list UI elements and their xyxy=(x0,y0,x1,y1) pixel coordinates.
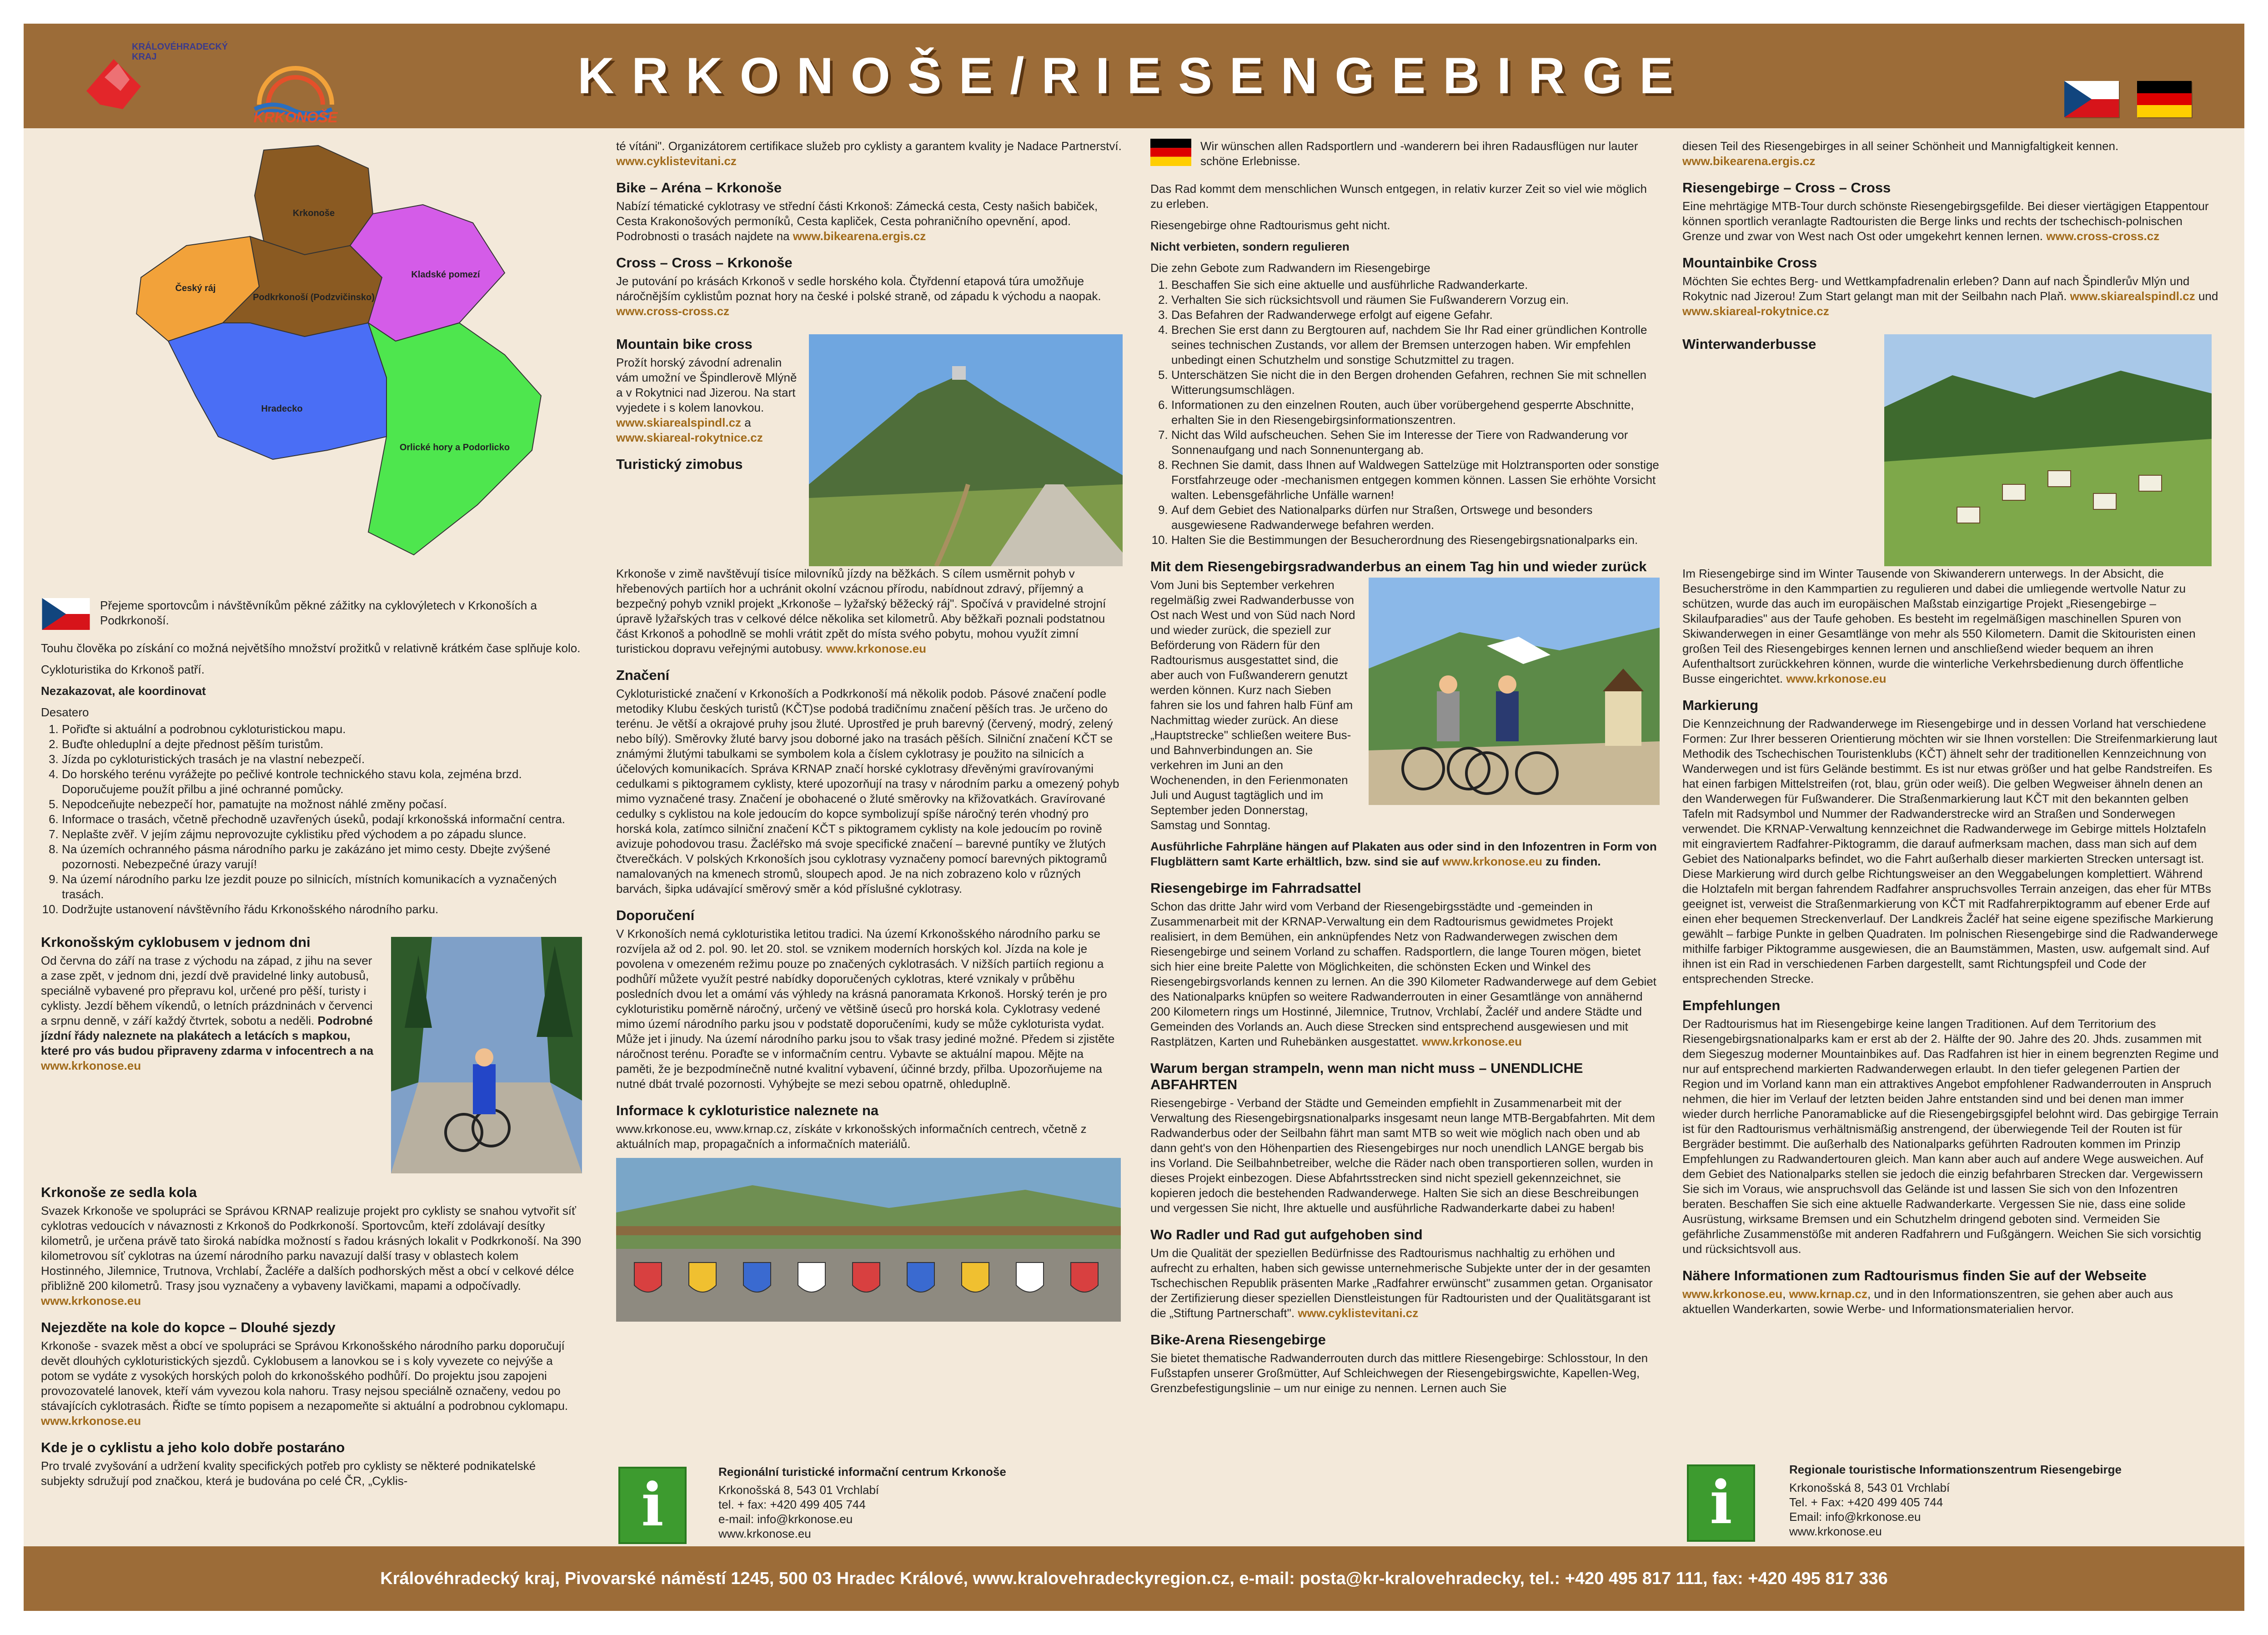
section-heading: Krkonoše ze sedla kola xyxy=(41,1184,197,1200)
section-heading: Winterwanderbusse xyxy=(1682,336,1816,352)
link[interactable]: www.bikearena.ergis.cz xyxy=(793,229,926,243)
link[interactable]: www.cyklistevitani.cz xyxy=(1298,1306,1419,1320)
list-item: 4. Brechen Sie erst dann zu Bergtouren auf, nachdem Sie Ihr Rad einer gründlichen Kontrolle seines technischen Zustands, vor allem der Bremsen unterzogen haben. Wir empfehlen unbedingt einen Schutzhelm und sonstige Schutzmittel zu tragen. xyxy=(1171,322,1660,367)
paragraph-bold: Nicht verbieten, sondern regulieren xyxy=(1150,240,1350,253)
list-item: 10. Dodržujte ustanovení návštěvního řádu Krkonošského národního parku. xyxy=(62,902,582,917)
list-item: 3. Jízda po cykloturistických trasách je na vlastní nebezpečí. xyxy=(62,752,582,767)
link[interactable]: www.cyklistevitani.cz xyxy=(616,154,737,168)
list-item: 2. Buďte ohleduplní a dejte přednost pěším turistům. xyxy=(62,737,582,752)
paragraph: Cykloturistické značení v Krkonoších a Podkrkonoší má několik podob. Pásové značení podle metodiky Klubu českých turistů (KČT)se podobá tradičnímu značení pěších tras. Je určeno do terénu. Je větší a okrajové pruhy jsou žluté. Uprostřed je pruh barevný (červený, modrý, zelený nebo bílý). Směrovky žluté barvy jsou doborné jako na trasách pěších. Silniční značení KČT se známými žlutými tabulkami se symbolem kola a číslem cyklotrasy je použito na silnicích a účelových komunikacích. Správa KRNAP značí horské cyklotrasy dřevěnými gravírovanými cedulkami s piktogramem cyklisty, které upozorňují na trasy v národním parku a omezený pohyb mimo vyznačené trasy. Značení je obohacené o žluté směrovky na křižovatkách. Gravírované cedulky s cyklistou na kole jedoucím do kopce symbolizují spíše náročný terén vhodný pro horská kola, zatímco silniční značení KČT s piktogramem cyklisty na kole jedoucím po rovině avizuje pohodovou trasu. Žacléřsko má svoje specifické značení – barevné puntíky ve žlutých čtverečkách. V polských Krkonoších jsou cyklotrasy vyznačeny pomocí barevných piktogramů namalovaných na kmenech stromů, sloupech apod. Je na nich zobrazeno kolo v různých barvách, šipka udávající směrový směr a kód příslušné cyklotrasy. xyxy=(616,687,1119,895)
list-item: 1. Pořiďte si aktuální a podrobnou cykloturistickou mapu. xyxy=(62,722,582,737)
paragraph: Schon das dritte Jahr wird vom Verband der Riesengebirgsstädte und -gemeinden in Zusammenarbeit mit der KRNAP-Verwaltung ein dem Radtourismus gewidmetes Projekt realisiert, in dem Bemühen, ein anknüpfendes Netz von Radwanderwegen zwischen dem Riesengebirge und seinem Vorland zu schaffen. Radsportlern, die lange Touren mögen, bietet sich hier eine breite Palette von Möglichkeiten, die schönsten Ecken und Winkel des Riesengebirgsvorlands kennen zu lernen. An die 390 Kilometer Radwanderwege auf dem Gebiet des Nationalparks knüpfen so weitere Radwanderrouten in einer Gesamtlänge von annähernd 200 Kilometern rings um Hostinné, Jilemnice, Trutnov, Vrchlabí, Žacléř und andere Städte und Gemeinden des Vorlands an. Auch diese Strecken sind entsprechend ausgewiesen und mit Rastplätzen, Karten und Ruhebänken ausgestattet. www.krkonose.eu xyxy=(1150,900,1656,1048)
paragraph: Prožít horský závodní adrenalin vám umožní ve Špindlerově Mlýně a v Rokytnici nad Jizerou. Na start vyjedete i s kolem lanovkou. www.skiarealspindl.cz a www.skiareal-rokytnice.cz xyxy=(616,356,797,444)
krkonose-logo-label: KRKONOŠE xyxy=(253,109,338,126)
map-label: Krkonoše xyxy=(292,208,335,218)
map-label: Orlické hory a Podorlicko xyxy=(399,443,510,453)
paragraph: Sie bietet thematische Radwanderrouten durch das mittlere Riesengebirge: Schlosstour, In den Fußstapfen unserer Großmütter, Auf Schleichwegen der Riesengebirgswichte, Kapellen-Weg, Grenzbefestigungslinie – um nur einige zu nennen. Lernen auch Sie xyxy=(1150,1351,1648,1395)
link[interactable]: www.krkonose.eu xyxy=(41,1059,141,1072)
czech-flag-icon xyxy=(2064,81,2119,117)
paragraph: Je putování po krásách Krkonoš v sedle horského kola. Čtyřdenní etapová túra umožňuje náročnějším cyklistům poznat hory na české i polské straně, od západu k východu a naopak. www.cross-cross.cz xyxy=(616,274,1101,318)
info-icon: i xyxy=(618,1467,687,1544)
section-heading: Mountainbike Cross xyxy=(1682,255,1817,271)
list-item: 9. Na území národního parku lze jezdit pouze po silnicích, místních komunikacích a vyznačených trasách. xyxy=(62,872,582,902)
paragraph-bold: Nezakazovat, ale koordinovat xyxy=(41,684,206,698)
map-label: Český ráj xyxy=(175,283,216,293)
list-item: 6. Informationen zu den einzelnen Routen, auch über vorübergehend gesperrte Abschnitte, erhalten Sie in den Riesengebirgsinformationszentren. xyxy=(1171,397,1660,428)
section-heading: Kde je o cyklistu a jeho kolo dobře postaráno xyxy=(41,1439,345,1455)
paragraph: Svazek Krkonoše ve spolupráci se Správou KRNAP realizuje projekt pro cyklisty se snahou vytvořit síť cyklotras vedoucích v návaznosti z Krkonoš do Podkrkonoší. Sportovcům, kteří zdolávají desítky kilometrů, je určena právě tato široká nabídka možností s řadou krásných lokalit v Podkrkonoší. Na 390 kilometrovou síť cyklotras na území národního parku navazují další trasy v oblastech kolem Hostinného, Jilemnice, Trutnova, Vrchlabí, Žacléře a dalších podhorských měst a obcí v celkové délce přibližně 200 kilometrů. Trasy jsou vyznačeny a vybaveny lavičkami, mapami a odpočívadly. www.krkonose.eu xyxy=(41,1204,581,1308)
section-heading: Krkonošským cyklobusem v jednom dni xyxy=(41,934,311,950)
list-item: 5. Nepodceňujte nebezpečí hor, pamatujte na možnost náhlé změny počasí. xyxy=(62,797,582,812)
section-heading: Mit dem Riesengebirgsradwanderbus an einem Tag hin und wieder zurück xyxy=(1150,558,1647,574)
section-heading: Warum bergan strampeln, wenn man nicht muss – UNENDLICHE ABFAHRTEN xyxy=(1150,1060,1583,1092)
paragraph: Im Riesengebirge sind im Winter Tausende von Skiwanderern unterwegs. In der Absicht, die Besucherströme in den Kammpartien zu regulieren und dabei die umliegende wertvolle Natur zu schützen, wurde das auch im europäischen Maßstab einzigartige Projekt „Riesengebirge – Skilaufparadies" aus der Taufe gehoben. Es besteht im regelmäßigen maschinellen Spuren von Skiwanderwegen in einer Gesamtlänge von mehr als 550 Kilometern. Damit die Skitouristen einen großen Teil des Riesengebirges kennen lernen und anschließend wieder bequem an ihren Aufenthaltsort zurückkehren können, wurde die winterliche Verkehrsbedienung durch öffentliche Busse eingerichtet. www.krkonose.eu xyxy=(1682,567,2196,685)
footer-banner xyxy=(24,1546,2244,1611)
paragraph: www.krkonose.eu, www.krnap.cz, und in den Informationszentren, sie gehen aber auch aus aktuellen Wanderkarten, sowie Werbe- und Informationsmaterialien hervor. xyxy=(1682,1287,2173,1316)
paragraph: Vom Juni bis September verkehren regelmäßig zwei Radwanderbusse von Ost nach West und von Süd nach Nord und wieder zurück, die speziell zur Beförderung von Rädern für den Radtourismus ausgestattet sind, die aber auch von Fußwanderern genutzt werden können. Kurz nach Sieben fahren sie los und fahren halb Fünf am Nachmittag wieder zurück. An diese „Hauptstrecke" schließen weitere Bus- und Bahnverbindungen an. Sie verkehren im Juni an den Wochenenden, in den Ferienmonaten Juli und August tagtäglich und im September jeden Donnerstag, Samstag und Sonntag. xyxy=(1150,578,1355,832)
intro-de: Wir wünschen allen Radsportlern und -wanderern bei ihren Radausflügen nur lauter schöne Erlebnisse. xyxy=(1200,139,1638,168)
paragraph: www.krkonose.eu, www.krnap.cz, získáte v krkonošských informačních centrech, včetně z aktuálních map, propagačních a informačních materiálů. xyxy=(616,1122,1087,1151)
paragraph: Ausführliche Fahrpläne hängen auf Plakaten aus oder sind in den Infozentren in Form von Flugblättern samt Karte erhältlich, bzw. sind sie auf www.krkonose.eu zu finden. xyxy=(1150,840,1657,868)
gebote-title: Die zehn Gebote zum Radwandern im Riesengebirge xyxy=(1150,261,1430,275)
section-heading: Doporučení xyxy=(616,907,695,923)
paragraph: Die Kennzeichnung der Radwanderwege im Riesengebirge und in dessen Vorland hat verschiedene Formen: Zur Ihrer besseren Orientierung möchten wir sie Ihnen vorstellen: Die Streifenmarkierung laut Methodik des Tschechischen Touristenklubs (KČT) ähnelt sehr der traditionellen Kennzeichnung von Wanderwegen und ist fürs Gelände bestimmt. Es ist nur etwas größer und hat gelbe Randstreifen. Es hat einen farbigen Mittelstreifen (rot, blau, grün oder weiß). Die gelben Wegweiser ähneln denen an den Wanderwegen für Fußwanderer. Die Straßenmarkierung laut KČT mit den bekannten gelben Tafeln mit Radsymbol und Nummer der Radwanderstrecke wird an Straßen und Sonderwegen verwendet. Die KRNAP-Verwaltung kennzeichnet die Radwanderwege im Gebirge mittels Holztafeln mit eingraviertem Radfahrer-Piktogramm, die darauf aufmerksam machen, dass man sich auf dem Gebiet des Nationalparks befindet, wo die Fahrt außerhalb dieser markierten Strecken untersagt ist. Diese Markierung wird durch gelbe Richtungsweiser an den Weggabelungen komplettiert. Während die Holztafeln mit bergan fahrendem Radfahrer anspruchsvolles Terrain anzeigen, das eher für MTBs geeignet ist, verweist die Straßenmarkierung von KČT mit Radfahrerpiktogramm auf ebener Erde auf einen eher bequemen Streckenverlauf. Der Landkreis Žacléř hat seine eigene spezifische Markierung gewählt – farbige Punkte in gelben Quadraten. Im polnischen Riesengebirge sind die Radwanderwege mithilfe farbiger Piktogramme ausgewiesen, die an Baumstämmen, Masten, usw. aufgemalt sind. Auf ihnen ist ein Rad in verschiedenen Farben dargestellt, samt Richtungspfeil und Code der entsprechenden Strecke. xyxy=(1682,717,2218,986)
info-center-address: Krkonošská 8, 543 01 Vrchlabí xyxy=(1789,1481,1950,1494)
info-center-email[interactable]: Email: info@krkonose.eu xyxy=(1789,1510,1921,1524)
paragraph: Nabízí tématické cyklotrasy ve střední části Krkonoš: Zámecká cesta, Cesty našich babiček, Cesta Krakonošových permoníků, Cesta kapliček, Cesta pohraničního opevnění, apod. Podrobnosti o trasách najdete na www.bikearena.ergis.cz xyxy=(616,199,1098,243)
german-flag-icon xyxy=(2137,81,2192,117)
info-center-title: Regionale touristische Informationszentrum Riesengebirge xyxy=(1789,1463,2122,1476)
list-item: 4. Do horského terénu vyrážejte po pečlivé kontrole technického stavu kola, zejména brzd. Doporučujeme použít přilbu a jiné ochranné pomůcky. xyxy=(62,767,582,797)
info-center-title: Regionální turistické informační centrum Krkonoše xyxy=(718,1465,1006,1479)
link[interactable]: www.skiareal-rokytnice.cz xyxy=(616,431,763,444)
column-czech-2 xyxy=(616,139,1125,1325)
paragraph: Riesengebirge ohne Radtourismus geht nicht. xyxy=(1150,218,1390,232)
link[interactable]: www.skiareal-rokytnice.cz xyxy=(1682,304,1829,318)
link[interactable]: www.krkonose.eu xyxy=(1682,1287,1783,1301)
column-czech-1 xyxy=(41,598,582,1495)
info-center-web[interactable]: www.krkonose.eu xyxy=(1789,1524,1882,1538)
region-logo-label: KRÁLOVÉHRADECKÝ KRAJ xyxy=(132,42,228,62)
list-item: 7. Nicht das Wild aufscheuchen. Sehen Sie im Interesse der Tiere von Radwanderung vor Sonnenaufgang und nach Sonnenuntergang ab. xyxy=(1171,428,1660,458)
list-item: 7. Neplašte zvěř. V jejím zájmu neprovozujte cyklistiku před východem a po západu slunce. xyxy=(62,827,582,842)
list-item: 9. Auf dem Gebiet des Nationalparks dürfen nur Straßen, Ortswege und besonders ausgewiesene Radwanderwege befahren werden. xyxy=(1171,503,1660,533)
link[interactable]: www.bikearena.ergis.cz xyxy=(1682,154,1816,168)
map-label: Hradecko xyxy=(261,404,303,414)
section-heading: Nejezděte na kole do kopce – Dlouhé sjezdy xyxy=(41,1319,336,1335)
section-heading: Mountain bike cross xyxy=(616,336,753,352)
info-center-email[interactable]: e-mail: info@krkonose.eu xyxy=(718,1512,853,1526)
photo-mountain-valley xyxy=(1884,334,2212,566)
link[interactable]: www.skiarealspindl.cz xyxy=(2070,289,2195,303)
list-item: 5. Unterschätzen Sie nicht die in den Bergen drohenden Gefahren, rechnen Sie mit schnellen Witterungsumschlägen. xyxy=(1171,367,1660,397)
link[interactable]: www.skiarealspindl.cz xyxy=(616,416,742,429)
map-label: Kladské pomezí xyxy=(411,270,480,280)
link[interactable]: www.cross-cross.cz xyxy=(2046,229,2160,243)
info-icon: i xyxy=(1687,1464,1755,1542)
paragraph: Möchten Sie echtes Berg- und Wettkampfadrenalin erleben? Dann auf nach Špindlerův Mlýn und Rokytnic nad Jizerou! Zum Start gelangt man mit der Seilbahn nach Plaň. www.skiarealspindl.cz und www.skiareal-rokytnice.cz xyxy=(1682,274,2218,318)
list-item: 3. Das Befahren der Radwanderwege erfolgt auf eigene Gefahr. xyxy=(1171,307,1660,322)
section-heading: Značení xyxy=(616,667,670,683)
section-heading: Riesengebirge – Cross – Cross xyxy=(1682,180,1891,196)
map-region-hradecko xyxy=(168,323,386,459)
info-center-phone: tel. + fax: +420 499 405 744 xyxy=(718,1498,866,1511)
footer-contact: Královéhradecký kraj, Pivovarské náměstí 1245, 500 03 Hradec Králové, www.kralovehradeckyregion.cz, e-mail: posta@kr-kralovehradecky, tel.: +420 495 817 111, fax: +420 495 817 336 xyxy=(380,1569,1888,1588)
column-german-1 xyxy=(1150,139,1660,1402)
desatero-list xyxy=(41,722,582,917)
link[interactable]: www.krkonose.eu xyxy=(41,1294,141,1308)
paragraph: Touhu člověka po získání co možná největšího množství prožitků v relativně krátkém čase splňuje kolo. xyxy=(41,641,581,655)
section-heading: Markierung xyxy=(1682,697,1759,713)
link[interactable]: www.krkonose.eu xyxy=(826,642,927,655)
link[interactable]: www.krkonose.eu xyxy=(1421,1035,1522,1048)
list-item: 8. Na územích ochranného pásma národního parku je zakázáno jet mimo cesty. Dbejte zvýšené pozornosti. Nebezpečné úrazy varují! xyxy=(62,842,582,872)
section-heading: Empfehlungen xyxy=(1682,997,1781,1013)
gebote-list xyxy=(1150,277,1660,548)
paragraph: Riesengebirge - Verband der Städte und Gemeinden empfiehlt in Zusammenarbeit mit der Verwaltung des Riesengebirgsnationalparks insgesamt neun lange MTB-Bergabfahrten. Mit dem Radwanderbus oder der Seilbahn fährt man samt MTB so weit wie möglich nach oben und ab dann geht's von den Höhenpartien des Riesengebirges nur noch unendlich LANGE bergab bis ins Vorland. Die Seilbahnbetreiber, welche die Räder nach oben transportieren sollen, wurden in dieses Projekt einbezogen. Diese Abfahrtsstrecken sind nicht speziell gekennzeichnet, sie kopieren jedoch die bestehenden Radwanderwege. Halten Sie sich an diese Beschreibungen und vergessen Sie nicht, Ihre aktuelle und ausführliche Radwanderkarte dabei zu haben! xyxy=(1150,1096,1655,1215)
info-center-web[interactable]: www.krkonose.eu xyxy=(718,1527,811,1540)
intro-cz: Přejeme sportovcům i návštěvníkům pěkné zážitky na cyklovýletech v Krkonoších a Podkrkonoší. xyxy=(100,599,537,627)
paragraph: Das Rad kommt dem menschlichen Wunsch entgegen, in relativ kurzer Zeit so viel wie möglich zu erleben. xyxy=(1150,182,1647,211)
list-item: 10. Halten Sie die Bestimmungen der Besucherordnung des Riesengebirgsnationalparks ein. xyxy=(1171,533,1660,548)
section-heading: Wo Radler und Rad gut aufgehoben sind xyxy=(1150,1227,1423,1243)
photo-coats-of-arms xyxy=(616,1158,1121,1322)
section-heading: Turistický zimobus xyxy=(616,456,743,472)
list-item: 1. Beschaffen Sie sich eine aktuelle und ausführliche Radwanderkarte. xyxy=(1171,277,1660,292)
region-map xyxy=(114,141,568,587)
paragraph: Cykloturistika do Krkonoš patří. xyxy=(41,663,205,676)
list-item: 6. Informace o trasách, včetně přechodně uzavřených úseků, podají krkonošská informační centra. xyxy=(62,812,582,827)
section-heading: Riesengebirge im Fahrradsattel xyxy=(1150,880,1361,896)
list-item: 8. Rechnen Sie damit, dass Ihnen auf Waldwegen Sattelzüge mit Holztransporten oder sonstige Forstfahrzeuge oder -mechanismen entgegen kommen können. Lassen Sie erhöhte Vorsicht walten. Lebensgefährliche Unfälle warnen! xyxy=(1171,458,1660,503)
link[interactable]: www.cross-cross.cz xyxy=(616,304,730,318)
section-heading: Bike-Arena Riesengebirge xyxy=(1150,1332,1326,1348)
paragraph: Od června do září na trase z východu na západ, z jihu na sever a zase zpět, v jednom dni, jezdí dvě pravidelné linky autobusů, speciálně vybavené pro přepravu kol, určené pro pěší, turisty i cyklisty. Jezdí během víkendů, o letních prázdninách v červenci a srpnu denně, v září každý čtvrtek, sobotu a neděli. Podrobné jízdní řády naleznete na plakátech a letácích s mapkou, které pro vás budou připraveny zdarma v infocentrech a na www.krkonose.eu xyxy=(41,954,374,1072)
column-german-2 xyxy=(1682,139,2219,1323)
paragraph: Krkonoše v zimě navštěvují tisíce milovníků jízdy na běžkách. S cílem usměrnit pohyb v hřebenových partiích hor a uchránit okolní vzácnou přírodu, nabídnout zdravý, příjemný a bezpečný pohyb vznikl projekt „Krkonoše – lyžařský běžecký ráj". Spočívá v pravidelné strojní úpravě lyžařských tras v celkové délce několika set kilometrů. Aby běžkaři poznali podstatnou část Krkonoš a pohodlně se mohli vrátit zpět do místa svého pobytu, mohou využít zimní turistickou dopravu veřejnými autobusy. www.krkonose.eu xyxy=(616,567,1106,655)
photo-cyclists xyxy=(1369,578,1660,805)
paragraph: Pro trvalé zvyšování a udržení kvality specifických potřeb pro cyklisty se některé podnikatelské subjekty sdružují pod značkou, která je budována po celé ČR, „Cyklis- xyxy=(41,1459,536,1488)
info-center-phone: Tel. + Fax: +420 499 405 744 xyxy=(1789,1495,1943,1509)
section-heading: Nähere Informationen zum Radtourismus finden Sie auf der Webseite xyxy=(1682,1268,2147,1283)
header-banner xyxy=(24,24,2244,128)
list-item: 2. Verhalten Sie sich rücksichtsvoll und räumen Sie Fußwanderern Vorzug ein. xyxy=(1171,292,1660,307)
paragraph: V Krkonoších nemá cykloturistika letitou tradici. Na území Krkonošského národního parku se rozvíjela až od 2. pol. 90. let 20. stol. se vznikem moderních horských kol. Jízda na kole je povolena v omezeném režimu pouze po značených cyklotrasách. V nižších partiích regionu a podhůří můžete využít pestré nabídky doporučených cyklotras, které vznikaly v průběhu posledních dvou let a omámí vás výhledy na krásná panoramata Krkonoš. Horský terén je pro cykloturistiku poměrně náročný, určený ve většině úseců pro horská kola. Cyklotrasy vedené mimo území národního parku jsou v podstatě doporučeními, kudy se může cykloturista vydat. Může jet i jinudy. Na území národního parku jsou to však trasy jediné možné. Předem si zjistěte náročnost terénu. Poraďte se v informačním centru. Vybavte se aktuální mapou. Mějte na paměti, že je bezpodmínečně nutné kvalitní vybavení, účinné brzdy, přilba. Upozorňujeme na nutné dbát trvalé pozornosti. Vyhýbejte se mezi sebou opatrně, ohleduplně. xyxy=(616,927,1115,1091)
german-flag-icon xyxy=(1150,139,1191,166)
section-heading: Cross – Cross – Krkonoše xyxy=(616,255,793,271)
paragraph: Krkonoše - svazek měst a obcí ve spolupráci se Správou Krkonošského národního parku doporučují devět dlouhých cykloturistických sjezdů. Cyklobusem a lanovkou se i s koly vyvezete co nejvýše a potom se vydáte z vysokých horských poloh do krkonošského podhůří. Do projektu jsou zapojeni provozovatelé lanovek, kteří vám vyvezou kola nahoru. Trasy nejsou speciálně označeny, vedou po stávajících cyklotrasách. Řiďte se tímto popisem a nezapomeňte si aktuální a podrobnou cyklomapu. www.krkonose.eu xyxy=(41,1339,568,1428)
czech-flag-icon xyxy=(41,598,91,630)
info-center-address: Krkonošská 8, 543 01 Vrchlabí xyxy=(718,1483,879,1497)
section-heading: Bike – Aréna – Krkonoše xyxy=(616,180,782,196)
photo-mountain-biker xyxy=(391,937,582,1173)
link[interactable]: www.krkonose.eu xyxy=(1786,672,1887,685)
paragraph: Eine mehrtägige MTB-Tour durch schönste Riesengebirgsgefilde. Bei dieser viertägigen Etappentour können sportlich veranlagte Radtouristen die Berge links und rechts der tschechisch-polnischen Grenze und zwar von West nach Ost oder umgekehrt kennen lernen. www.cross-cross.cz xyxy=(1682,199,2209,243)
map-region-orlicke-hory xyxy=(368,323,541,555)
map-label: Podkrkonoší (Podzvičinsko) xyxy=(253,292,375,302)
photo-snezka xyxy=(809,334,1123,566)
page-title: KRKONOŠE/RIESENGEBIRGE xyxy=(577,47,1691,104)
link[interactable]: www.krnap.cz xyxy=(1789,1287,1867,1301)
link[interactable]: www.krkonose.eu xyxy=(1442,855,1543,868)
paragraph: Um die Qualität der speziellen Bedürfnisse des Radtourismus nachhaltig zu erhöhen und aufrecht zu erhalten, haben sich gewisse unternehmerische Subjekte unter der in der gesamten Tschechischen Republik präsenten Marke „Radfahrer erwünscht" zusammen getan. Organisator der Zertifizierung dieser speziellen Dienstleistungen für Radtouristen und der Qualitätsgarant ist die „Stiftung Partnerschaft". www.cyklistevitani.cz xyxy=(1150,1246,1653,1320)
desatero-title: Desatero xyxy=(41,705,89,719)
link[interactable]: www.krkonose.eu xyxy=(41,1414,141,1428)
section-heading: Informace k cykloturistice naleznete na xyxy=(616,1102,879,1118)
paragraph: té vítáni". Organizátorem certifikace služeb pro cyklisty a garantem kvality je Nadace Partnerství. www.cyklistevitani.cz xyxy=(616,139,1122,168)
paragraph: diesen Teil des Riesengebirges in all seiner Schönheit und Mannigfaltigkeit kennen. www.bikearena.ergis.cz xyxy=(1682,139,2119,168)
paragraph: Der Radtourismus hat im Riesengebirge keine langen Traditionen. Auf dem Territorium des Riesengebirgsnationalparks kam er erst ab der 2. Hälfte der 90. Jahre des 20. Jhds. zusammen mit dem Siegeszug moderner Mountainbikes auf. Das Radfahren ist hier in einem begrenzten Regime und nur auf entsprechend markierten Radwanderwegen erlaubt. In den tiefer gelegenen Partien der Region und im Vorland kann man ein attraktives Angebot empfohlener Radwanderrouten in Anspruch nehmen, die hier im Verlauf der letzten beiden Jahre entstanden sind und bei denen man immer wieder durch herrliche Panoramablicke auf die Riesengebirgsgipfel belohnt wird. Das gebirgige Terrain ist für den Radtourismus verhältnismäßig anstrengend, der überwiegende Teil der Routen ist für Bergräder bestimmt. Die außerhalb des Nationalparks geführten Radrouten kommen im Prinzip Empfehlungen zu Radwandertouren gleich. Man kann aber auch auf andere Wege ausweichen. Auf dem Gebiet des Nationalparks stellen sie jedoch die einzig befahrbaren Strecken dar. Vergewissern Sie sich im Voraus, wie anspruchsvoll das Gelände ist und lassen Sie sich von den Infozentren beraten. Beschaffen Sie sich eine aktuelle Radwanderkarte. Vergessen Sie nie, dass eine solide Ausrüstung, wirksame Bremsen und ein Schutzhelm dringend geboten sind. Vermeiden Sie gefährliche Zusammenstöße mit anderen Radfahrern und Fußgängern. Weichen Sie sich vorsichtig und rücksichtsvoll aus. xyxy=(1682,1017,2219,1256)
